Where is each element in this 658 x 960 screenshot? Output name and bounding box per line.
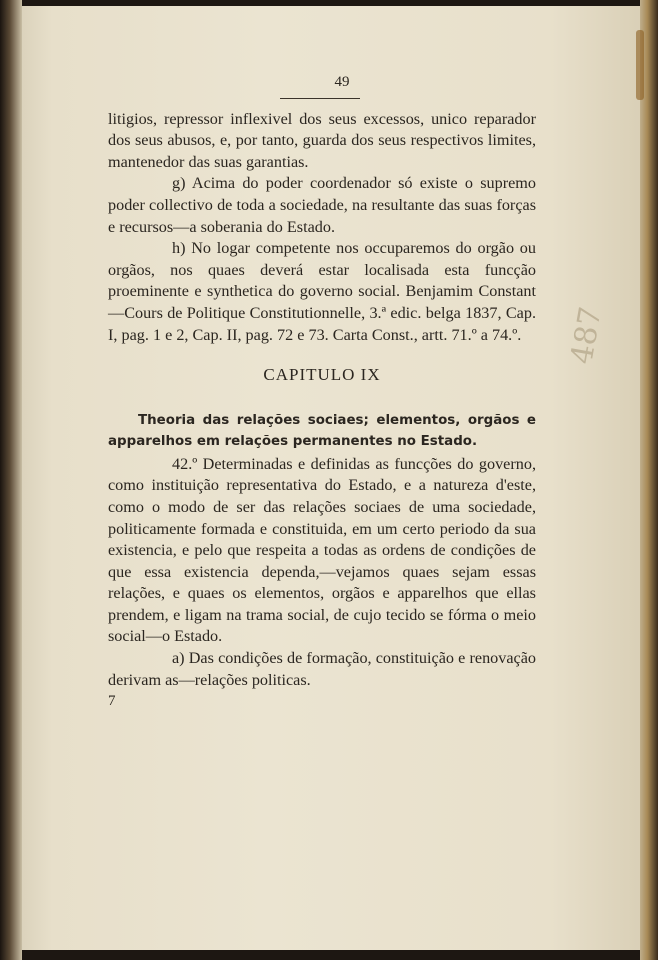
chapter-summary-text: Theoria das relações sociaes; elementos, orgãos e apparelhos em relações permanentes no Estado. (108, 412, 536, 449)
chapter-summary (108, 410, 536, 452)
binding-edge (0, 0, 22, 960)
page-edge (640, 0, 658, 960)
paper-stain (636, 30, 644, 100)
paragraph-p5: a) Das condições de formação, constituição e renovação derivam as—relações politicas. (108, 649, 536, 689)
chapter-heading: CAPITULO IX (263, 365, 381, 385)
signature-mark: 7 (108, 693, 116, 710)
margin-pencil-note: 487 (564, 304, 609, 367)
paragraph-p4: 42.º Determinadas e definidas as funcções do governo, como instituição representativa do Estado, e a natureza d'este, como o modo de ser das relações sociaes de uma sociedade, politicamente formada e constituida, em um certo periodo da sua existencia, e pelo que respeita a todas as ordens de condições de que essa existencia dependa,—vejamos quaes sejam essas relações, e quaes os elementos, orgãos e apparelhos que ellas prendem, e ligam na trama social, de cujo tecido se fórma o meio social—o Estado. (108, 454, 536, 646)
paragraph-p3: h) No logar competente nos occuparemos do orgão ou orgãos, nos quaes deverá estar localisada esta funcção proeminente e synthetica do governo social. Benjamim Constant—Cours de Politique Constitutionnelle, 3.ª edic. belga 1837, Cap. I, pag. 1 e 2, Cap. II, pag. 72 e 73. Carta Const., artt. 71.º a 74.º. (108, 239, 536, 344)
paragraph-p1: litigios, repressor inflexivel dos seus excessos, unico reparador dos seus abusos, e, por tanto, guarda dos seus respectivos limites, mantenedor das suas garantias. (108, 109, 536, 171)
page-text-block (108, 72, 536, 713)
page-number: 49 (334, 74, 350, 90)
header-rule (280, 98, 360, 99)
paragraph-p2: g) Acima do poder coordenador só existe o supremo poder collectivo de toda a sociedade, na resultante das suas forças e recursos—a soberania do Estado. (108, 174, 536, 236)
